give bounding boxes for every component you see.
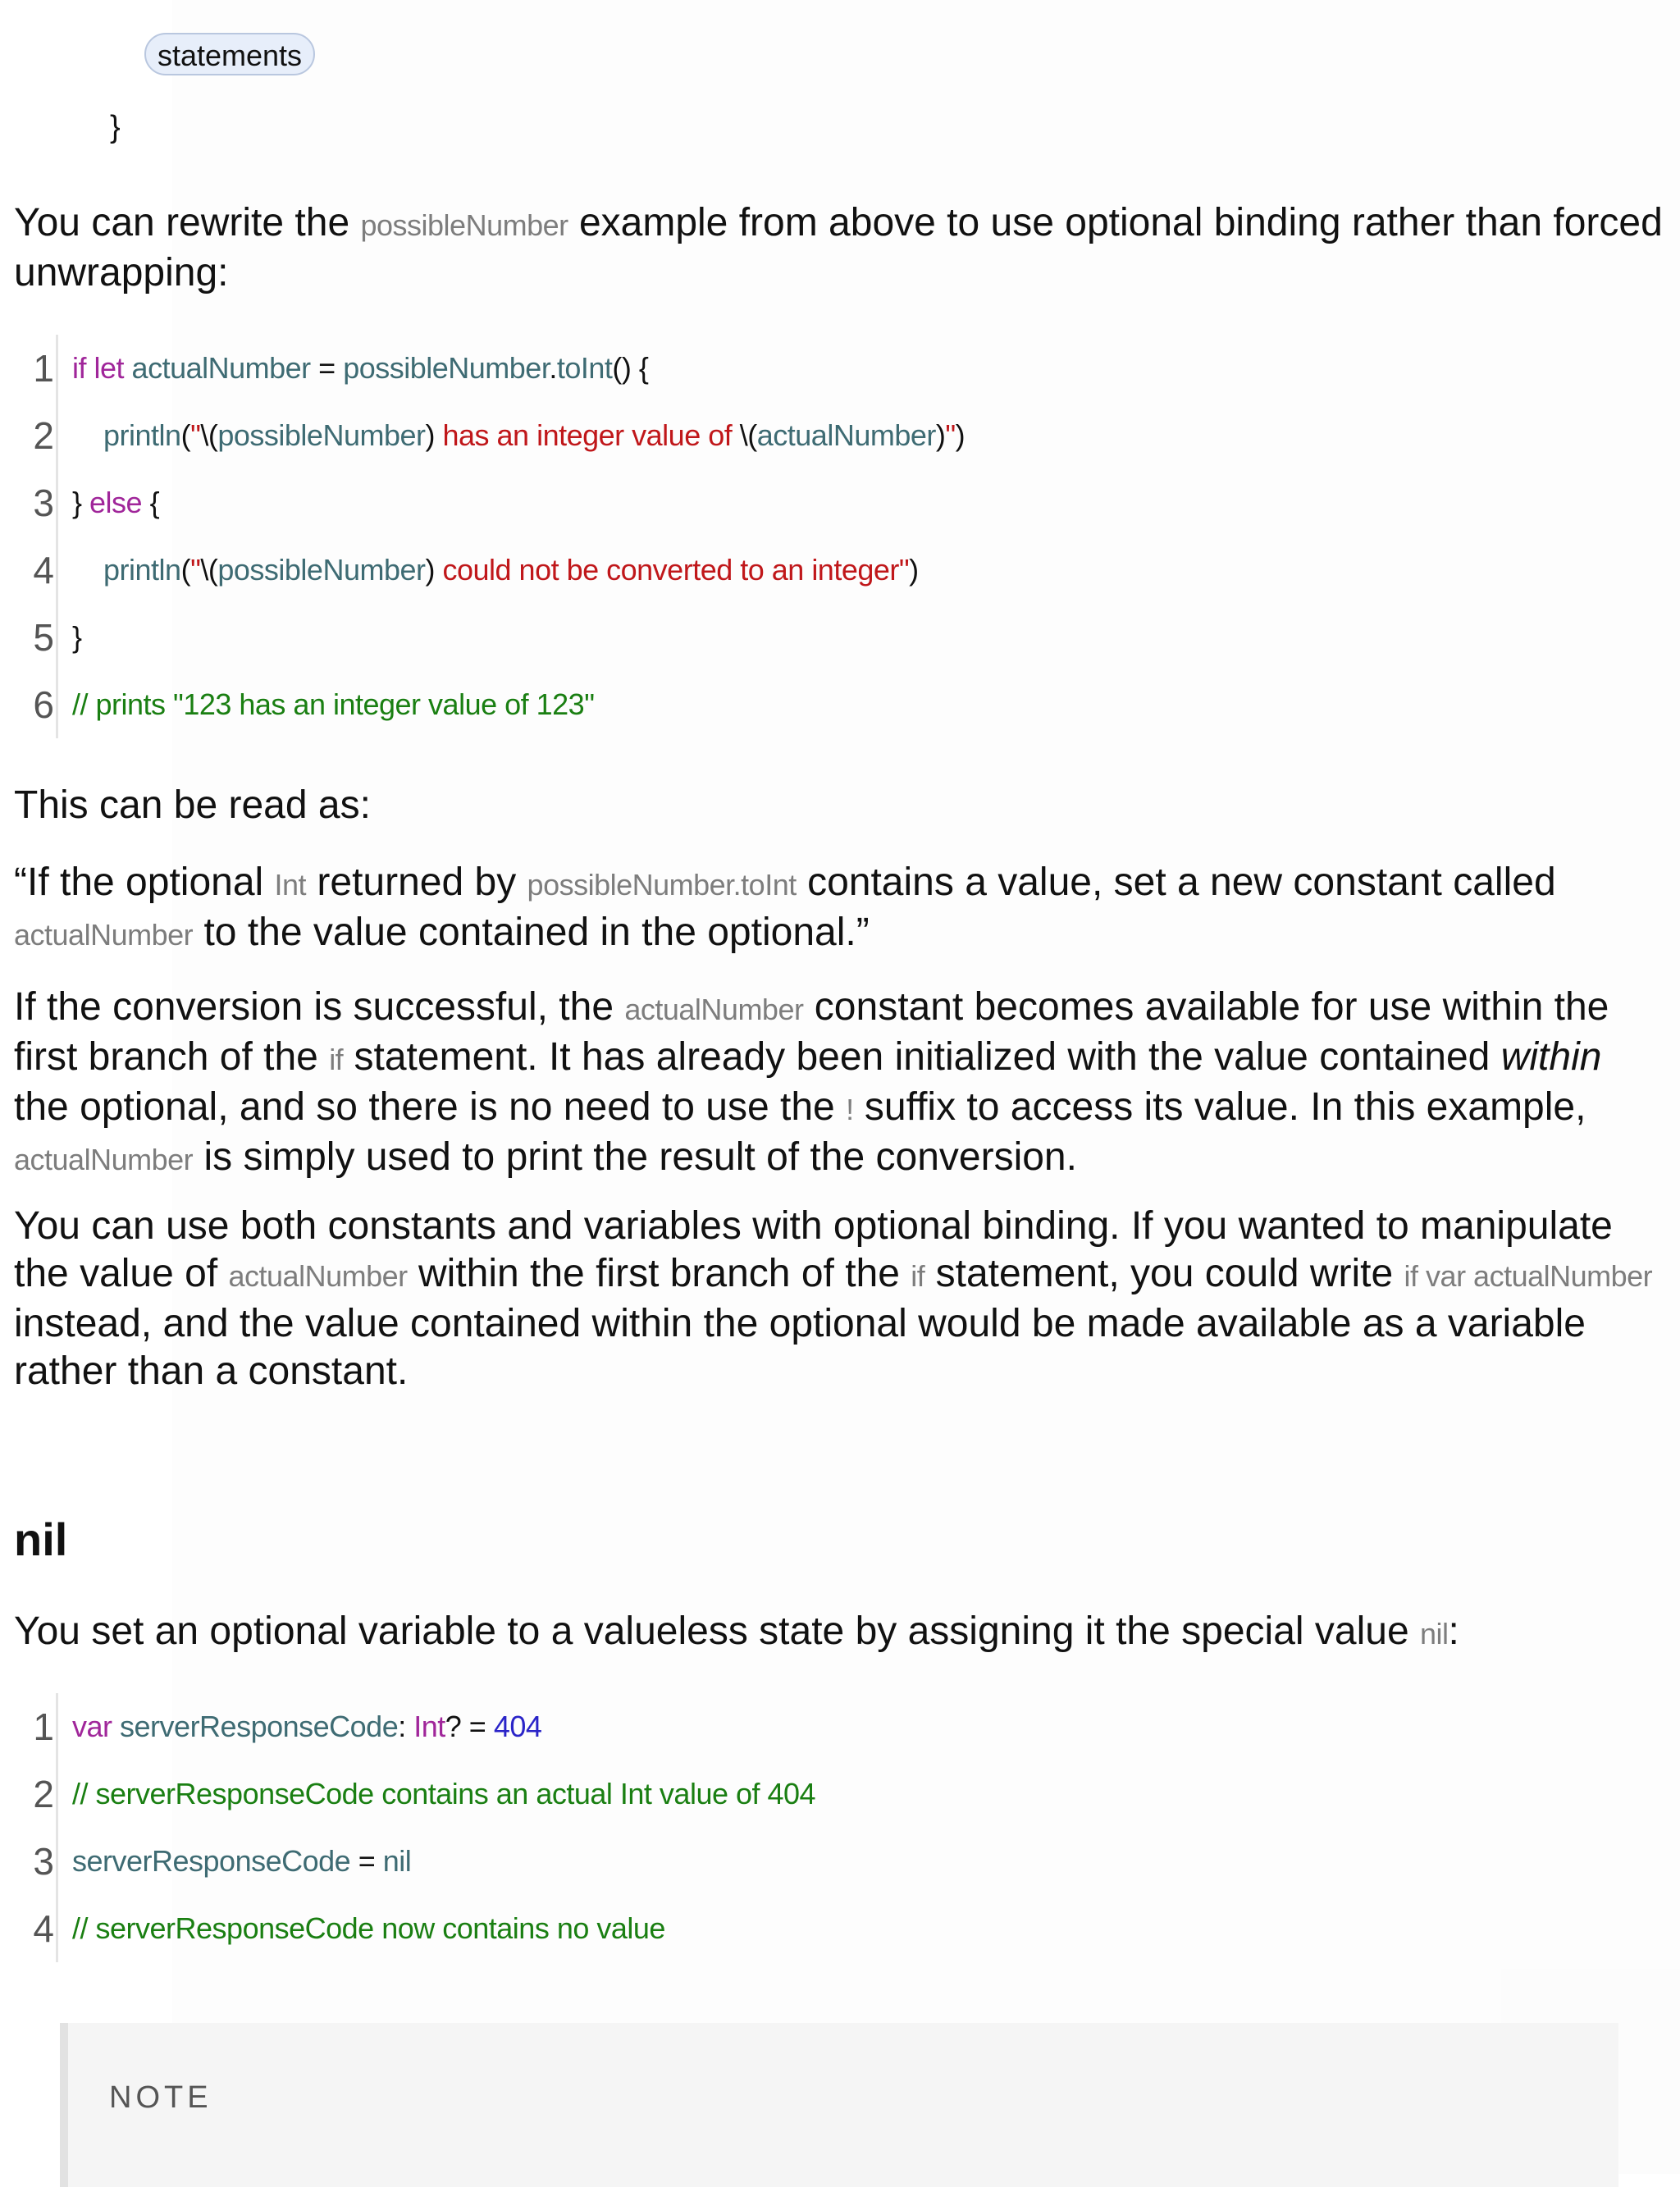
inline-code: if var actualNumber (1404, 1259, 1653, 1293)
emphasis: within (1500, 1035, 1602, 1079)
inline-code: possibleNumber (360, 208, 568, 242)
line-number: 2 (33, 1773, 54, 1815)
code-line (0, 671, 1148, 738)
line-number: 4 (33, 1907, 54, 1950)
inline-code: possibleNumber.toInt (527, 868, 797, 902)
note-label: NOTE (109, 2080, 212, 2115)
code-block-optional-binding (0, 335, 1148, 738)
inline-code: if (911, 1259, 925, 1293)
inline-code: nil (1419, 1617, 1449, 1651)
code-line: 3 } else { (0, 469, 1148, 536)
line-number: 3 (33, 1840, 54, 1883)
paragraph-nil: You set an optional variable to a valueless state by assigning it the special value nil: (14, 1609, 1459, 1653)
inline-code: actualNumber (14, 918, 194, 952)
inline-code: if (329, 1043, 344, 1076)
line-number: 2 (33, 414, 54, 457)
inline-code: ! (846, 1093, 854, 1126)
paragraph-constants-variables: You can use both constants and variables with optional binding. If you wanted to manipulate the value of actualNumber within the first branch of the if statement, you could write if var actualNumber instead, and the value contained within the optional would be made available as a variable rather than a constant. (14, 1204, 1653, 1393)
paragraph-read-as: This can be read as: (14, 783, 371, 827)
note-box (60, 2023, 1618, 2187)
line-number: 1 (33, 1705, 54, 1748)
code-comment: // serverResponseCode now contains no value (72, 1911, 665, 1945)
inline-code: actualNumber (624, 993, 804, 1026)
inline-code: Int (274, 868, 307, 902)
code-line: 1 var serverResponseCode: Int? = 404 (0, 1693, 1148, 1760)
code-line (0, 1895, 1148, 1962)
line-number: 4 (33, 549, 54, 591)
line-number: 1 (33, 347, 54, 390)
paragraph-conversion: If the conversion is successful, the actualNumber constant becomes available for use within the first branch of the if statement. It has already been initialized with the value contained within the optional, and so there is no need to use the ! suffix to access its value. In this example, actualNumber is simply used to print the result of the conversion. (14, 985, 1609, 1179)
code-line: 1 if let actualNumber = possibleNumber.toInt() { (0, 335, 1148, 402)
code-line: 2 println("\(possibleNumber) has an integer value of \(actualNumber)") (0, 402, 1148, 469)
code-line (0, 1760, 1148, 1828)
closing-brace: } (110, 110, 121, 144)
inline-code: actualNumber (228, 1259, 408, 1293)
code-line: 5 } (0, 604, 1148, 671)
line-number: 3 (33, 482, 54, 524)
code-block-nil (0, 1693, 1148, 1962)
statements-placeholder: statements (144, 33, 315, 75)
line-number: 6 (33, 683, 54, 726)
code-line: 3 serverResponseCode = nil (0, 1828, 1148, 1895)
line-number: 5 (33, 616, 54, 659)
code-line: 4 println("\(possibleNumber) could not be converted to an integer") (0, 536, 1148, 604)
paragraph-quote: “If the optional Int returned by possibleNumber.toInt contains a value, set a new constant called actualNumber to the value contained in the optional.” (14, 861, 1556, 954)
inline-code: actualNumber (14, 1143, 194, 1176)
paragraph-rewrite: You can rewrite the possibleNumber example from above to use optional binding rather than forced unwrapping: (14, 201, 1663, 294)
code-comment: // prints "123 has an integer value of 123" (72, 687, 595, 721)
code-comment: // serverResponseCode contains an actual Int value of 404 (72, 1777, 816, 1810)
section-heading-nil: nil (14, 1514, 68, 1565)
